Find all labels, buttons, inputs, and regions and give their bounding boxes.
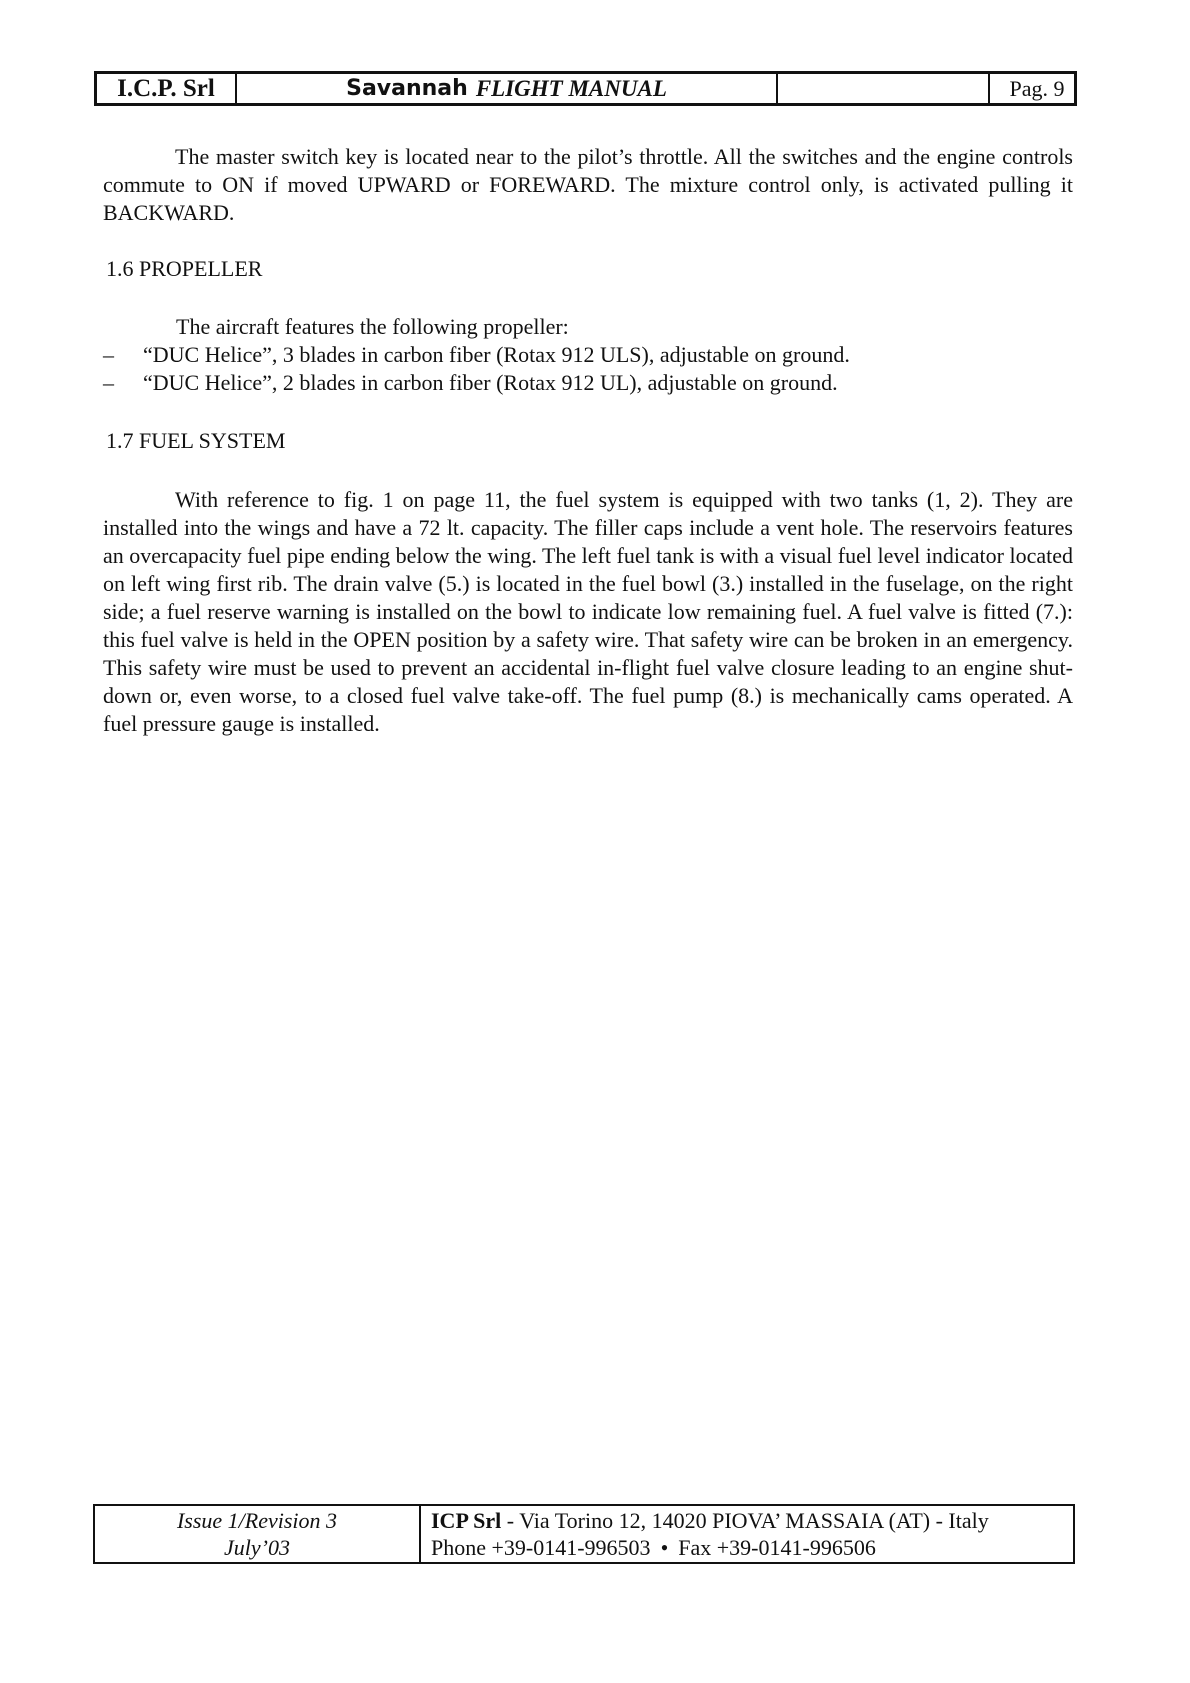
fuel-paragraph [103,486,1073,738]
header-manual: FLIGHT MANUAL [475,75,667,101]
fuel-paragraph-text: With reference to fig. 1 on page 11, the fuel system is equipped with two tanks (1, 2). They are installed into the wings and have a 72 lt. capacity. The filler caps include a vent hole. The reservoirs features an overcapacity fuel pipe ending below the wing. The left fuel tank is with a visual fuel level indicator located on left wing first rib. The drain valve (5.) is located in the fuel bowl (3.) installed in the fuselage, on the right side; a fuel reserve warning is installed on the bowl to indicate low remaining fuel. A fuel valve is fitted (7.): this fuel valve is held in the OPEN position by a safety wire. That safety wire can be broken in an emergency. This safety wire must be used to prevent an accidental in-flight fuel valve closure leading to an engine shut-down or, even worse, to a closed fuel valve take-off. The fuel pump (8.) is mechanically cams operated. A fuel pressure gauge is installed. [103,487,1073,736]
fuel-heading: 1.7 FUEL SYSTEM [106,428,286,453]
footer-date: July’03 [224,1535,290,1560]
footer-fax: Fax +39-0141-996506 [678,1535,876,1560]
footer-phone-line [431,1534,1073,1561]
propeller-heading: 1.6 PROPELLER [106,256,263,281]
footer-company: ICP Srl [431,1508,502,1533]
footer-contact-cell [421,1506,1073,1562]
propeller-intro: The aircraft features the following propeller: [176,314,569,339]
list-item [103,341,850,369]
header-brand: Savannah [346,76,468,101]
footer-address: - Via Torino 12, 14020 PIOVA’ MASSAIA (AT) - Italy [501,1508,989,1533]
page-footer [93,1504,1075,1564]
switch-paragraph-text: The master switch key is located near to the pilot’s throttle. All the switches and the engine controls commute to ON if moved UPWARD or FOREWARD. The mixture control only, is activated pulling it BACKWARD. [103,144,1073,225]
footer-separator: • [660,1535,669,1560]
header-company: I.C.P. Srl [97,74,237,103]
footer-issue: Issue 1/Revision 3 [176,1508,338,1533]
list-item-text: “DUC Helice”, 3 blades in carbon fiber (Rotax 912 ULS), adjustable on ground. [143,342,850,367]
list-item-text: “DUC Helice”, 2 blades in carbon fiber (Rotax 912 UL), adjustable on ground. [143,370,838,395]
header-empty-cell [778,74,990,103]
header-title [237,74,778,103]
header-page-number: Pag. 9 [1009,75,1065,101]
footer-issue-cell [95,1506,421,1562]
footer-phone: Phone +39-0141-996503 [431,1535,651,1560]
switch-paragraph [103,143,1073,227]
bullet-dash: – [103,342,114,367]
list-item [103,369,838,397]
bullet-dash: – [103,370,114,395]
page-header [94,71,1077,106]
footer-address-line [431,1507,1073,1534]
